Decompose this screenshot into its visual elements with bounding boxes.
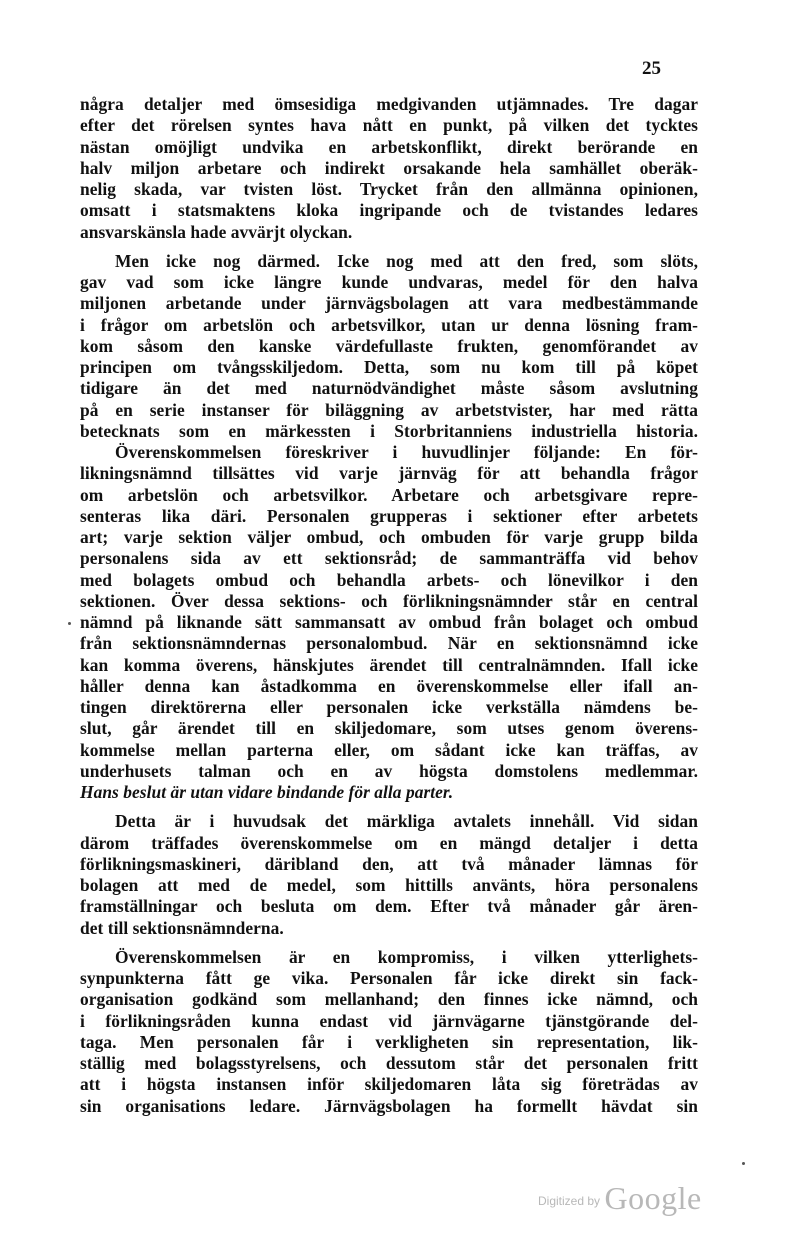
text-line: ställig med bolagsstyrelsens, och dessutom står det personalen fritt: [80, 1053, 698, 1073]
paragraph-5: [80, 947, 698, 1117]
paragraph-2: [80, 251, 698, 442]
ink-speck: [742, 1162, 745, 1165]
text-line: synpunkterna fått ge vika. Personalen får icke direkt sin fack-: [80, 968, 698, 988]
text-line: om arbetslön och arbetsvilkor. Arbetare och arbetsgivare repre-: [80, 484, 698, 505]
text-line: efter det rörelsen syntes hava nått en punkt, på vilken det tycktes: [80, 115, 698, 136]
text-line: på en serie instanser för biläggning av arbetstvister, har med rätta: [80, 399, 698, 420]
text-line: Men icke nog därmed. Icke nog med att den fred, som slöts,: [115, 250, 698, 271]
text-line: kan komma överens, hänskjutes ärendet till centralnämnden. Ifall icke: [80, 654, 698, 675]
text-line: några detaljer med ömsesidiga medgivanden utjämnades. Tre dagar: [80, 94, 698, 114]
text-line: Överenskommelsen föreskriver i huvudlinjer följande: En för-: [115, 442, 698, 462]
text-line: Detta är i huvudsak det märkliga avtalets innehåll. Vid sidan: [115, 811, 698, 832]
text-line: organisation godkänd som mellanhand; den finnes icke nämnd, och: [80, 989, 698, 1010]
text-line: slut, går ärendet till en skiljedomare, som utses genom överens-: [80, 718, 698, 739]
text-line: sektionen. Över dessa sektions- och förlikningsnämnder står en central: [80, 590, 698, 611]
text-line: miljonen arbetande under järnvägsbolagen att vara medbestämmande: [80, 293, 698, 314]
text-line: i frågor om arbetslön och arbetsvilkor, utan ur denna lösning fram-: [80, 314, 698, 335]
text-line: det till sektionsnämnderna.: [80, 917, 284, 938]
text-line: framställningar och besluta om dem. Efter två månader går ären-: [80, 896, 698, 917]
digitized-by-label: Digitized by: [538, 1194, 601, 1208]
text-line: taga. Men personalen får i verkligheten sin representation, lik-: [80, 1031, 698, 1052]
text-line: kom såsom den kanske värdefullaste frukten, genomförandet av: [80, 335, 698, 356]
italic-text-line: Hans beslut är utan vidare bindande för alla parter.: [80, 782, 454, 802]
text-line: att i högsta instansen inför skiljedomaren låta sig företrädas av: [80, 1074, 698, 1095]
text-line: kommelse mellan parterna eller, om sådant icke kan träffas, av: [80, 739, 698, 760]
text-line: i förlikningsråden kunna endast vid järnvägarne tjänstgörande del-: [80, 1010, 698, 1031]
paragraph-1: [80, 94, 698, 243]
text-line: bolagen att med de medel, som hittills använts, höra personalens: [80, 875, 698, 895]
body-text: [80, 94, 698, 1117]
text-line: sin organisations ledare. Järnvägsbolagen ha formellt hävdat sin: [80, 1095, 698, 1116]
text-line: tidigare än det med naturnödvändighet måste såsom avslutning: [80, 378, 698, 399]
text-line: betecknats som en märkessten i Storbritanniens industriella historia.: [80, 420, 698, 441]
page-number: 25: [642, 58, 661, 79]
text-line: därom träffades överenskommelse om en mängd detaljer i detta: [80, 832, 698, 853]
digitized-watermark: [538, 1180, 702, 1217]
text-line: förlikningsmaskineri, däribland den, att två månader lämnas för: [80, 853, 698, 874]
google-logo: Google: [604, 1180, 702, 1216]
text-line: likningsnämnd tillsättes vid varje järnväg för att behandla frågor: [80, 463, 698, 484]
text-line: Överenskommelsen är en kompromiss, i vilken ytterlighets-: [115, 946, 698, 967]
text-line: nämnd på liknande sätt sammansatt av ombud från bolaget och ombud: [80, 612, 698, 632]
text-line: art; varje sektion väljer ombud, och ombuden för varje grupp bilda: [80, 527, 698, 547]
text-line: med bolagets ombud och behandla arbets- och lönevilkor i den: [80, 569, 698, 590]
text-line: principen om tvångsskiljedom. Detta, som nu kom till på köpet: [80, 357, 698, 377]
text-line: personalens sida av ett sektionsråd; de sammanträffa vid behov: [80, 548, 698, 569]
text-line: från sektionsnämndernas personalombud. När en sektionsnämnd icke: [80, 633, 698, 654]
text-line: omsatt i statsmaktens kloka ingripande och de tvistandes ledares: [80, 200, 698, 221]
text-line: underhusets talman och en av högsta domstolens medlemmar.: [80, 760, 698, 781]
text-line: gav vad som icke längre kunde undvaras, medel för den halva: [80, 272, 698, 292]
text-line: ansvarskänsla hade avvärjt olyckan.: [80, 221, 353, 242]
text-line: håller denna kan åstadkomma en överenskommelse eller ifall an-: [80, 675, 698, 696]
ink-speck: [68, 622, 71, 625]
paragraph-3: [80, 442, 698, 803]
text-line: nelig skada, var tvisten löst. Trycket från den allmänna opinionen,: [80, 179, 698, 199]
text-line: nästan omöjligt undvika en arbetskonflikt, direkt berörande en: [80, 136, 698, 157]
paragraph-4: [80, 811, 698, 939]
text-line: tingen direktörerna eller personalen icke verkställa nämdens be-: [80, 697, 698, 717]
text-line: halv miljon arbetare och indirekt orsakande hela samhället oberäk-: [80, 157, 698, 178]
text-line: senteras lika däri. Personalen grupperas i sektioner efter arbetets: [80, 505, 698, 526]
